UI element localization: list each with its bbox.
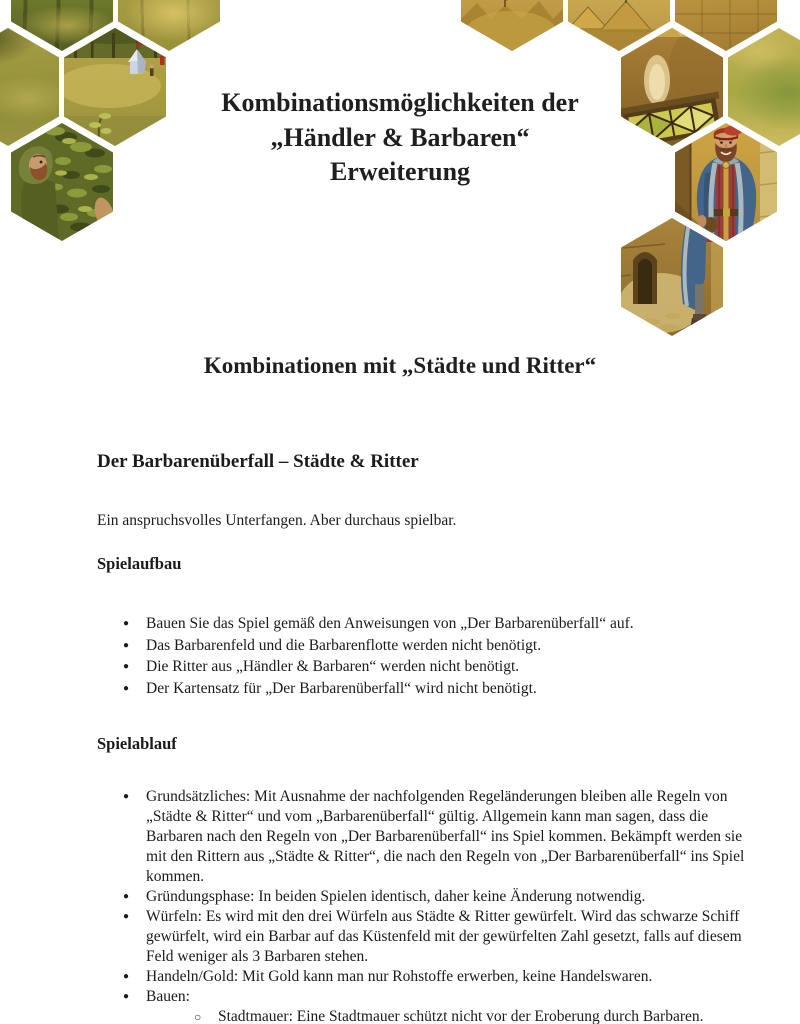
list-item: ● Der Kartensatz für „Der Barbarenüberfall“ wird nicht benötigt. <box>97 678 757 700</box>
setup-heading: Spielaufbau <box>97 554 182 573</box>
section-heading: Kombinationen mit „Städte und Ritter“ <box>203 353 597 378</box>
page-title-line-2: „Händler & Barbaren“ <box>270 122 530 152</box>
intro-paragraph: Ein anspruchsvolles Unterfangen. Aber durchaus spielbar. <box>97 512 457 529</box>
play-bullet-list <box>97 787 759 1024</box>
list-item: ● Die Ritter aus „Händler & Barbaren“ werden nicht benötigt. <box>97 656 757 678</box>
list-item: ● Bauen: <box>97 987 759 1007</box>
hex-art-courtyard-legs <box>621 218 723 336</box>
sub-list-item: ○ Stadtmauer: Eine Stadtmauer schützt nicht vor der Eroberung durch Barbaren. <box>97 1007 759 1024</box>
list-item: ● Handeln/Gold: Mit Gold kann man nur Rohstoffe erwerben, keine Handelswaren. <box>97 967 759 987</box>
list-item: ● Das Barbarenfeld und die Barbarenflotte werden nicht benötigt. <box>97 635 757 657</box>
page-title-line-3: Erweiterung <box>329 157 471 186</box>
play-heading: Spielablauf <box>97 734 177 753</box>
list-item: ● Würfeln: Es wird mit den drei Würfeln aus Städte & Ritter gewürfelt. Wird das schwarze Schiff gewürfelt, wird ein Barbar auf das Küstenfeld mit der gewürfelten Zahl gesetzt, falls auf diesem Feld weniger als 3 Barbaren stehen. <box>97 907 759 967</box>
list-item: ● Gründungsphase: In beiden Spielen identisch, daher keine Änderung notwendig. <box>97 887 759 907</box>
list-item: ● Bauen Sie das Spiel gemäß den Anweisungen von „Der Barbarenüberfall“ auf. <box>97 613 757 635</box>
setup-bullet-list <box>97 613 757 699</box>
subsection-heading: Der Barbarenüberfall – Städte & Ritter <box>97 451 419 472</box>
page-title <box>0 86 800 190</box>
list-item: ● Grundsätzliches: Mit Ausnahme der nachfolgenden Regeländerungen bleiben alle Regeln von „Städte & Ritter“ und vom „Barbarenüberfall“ gültig. Allgemein kann man sagen, dass die Barbaren nach den Regeln von „Der Barbarenüberfall“ ins Spiel kommen. Bekämpft werden sie mit den Rittern aus „Städte & Ritter“, die nach den Regeln von „Der Barbarenüberfall“ ins Spiel kommen. <box>97 787 759 887</box>
page-title-line-1: Kombinationsmöglichkeiten der <box>221 88 579 117</box>
hex-art-city-tents <box>461 0 563 51</box>
